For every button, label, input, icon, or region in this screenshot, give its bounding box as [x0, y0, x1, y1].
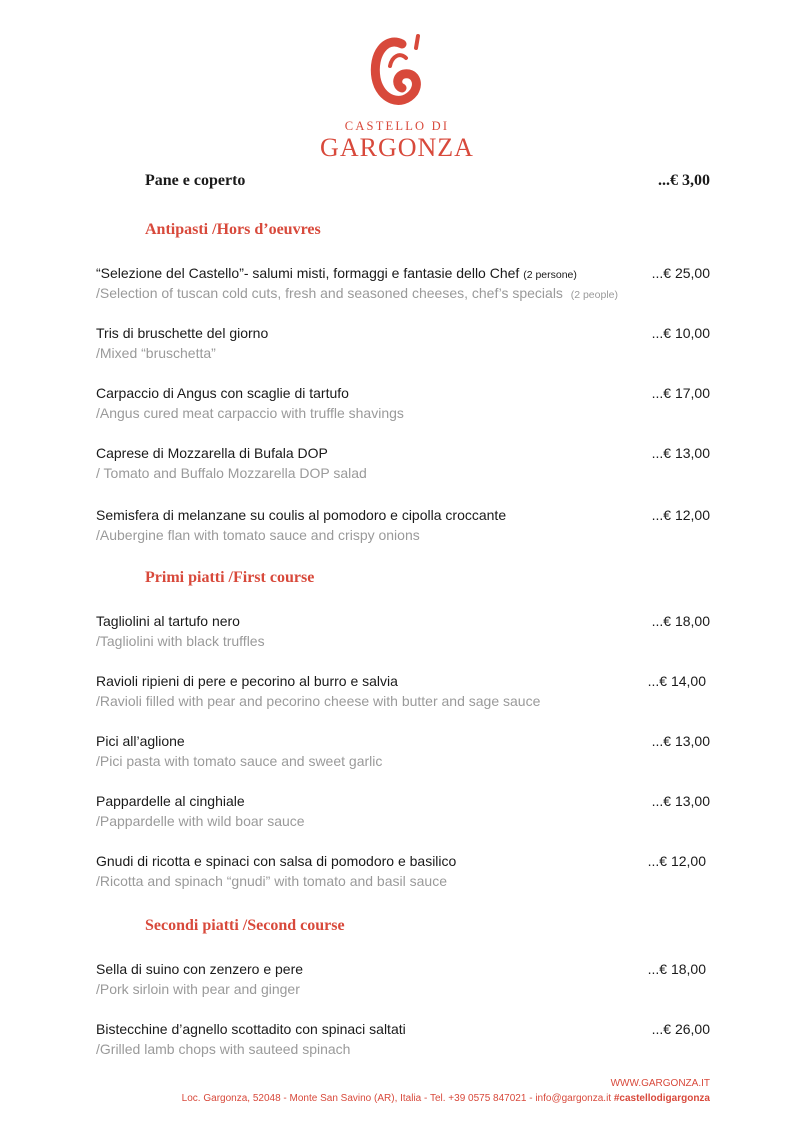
section-title-antipasti: Antipasti /Hors d’oeuvres: [145, 221, 321, 238]
item-name-en: /Ravioli filled with pear and pecorino cheese with butter and sage sauce: [96, 693, 541, 709]
item-name-it: Gnudi di ricotta e spinaci con salsa di pomodoro e basilico: [96, 853, 457, 869]
item-name-it: Pappardelle al cinghiale: [96, 793, 245, 809]
menu-item: [96, 673, 710, 709]
item-name-en: /Grilled lamb chops with sauteed spinach: [96, 1041, 351, 1057]
item-name-en: / Tomato and Buffalo Mozzarella DOP salad: [96, 465, 367, 481]
item-price: ...€ 18,00: [651, 613, 710, 629]
logo: [0, 30, 794, 162]
item-name-it: Carpaccio di Angus con scaglie di tartufo: [96, 385, 349, 401]
item-name-en: /Mixed “bruschetta”: [96, 345, 216, 361]
menu-item: [96, 733, 710, 769]
item-price: ...€ 14,00: [647, 673, 706, 689]
item-name-en: /Ricotta and spinach “gnudi” with tomato and basil sauce: [96, 873, 447, 889]
menu-item: [96, 265, 710, 301]
item-price: ...€ 26,00: [651, 1021, 710, 1037]
item-note-en: (2 people): [570, 289, 618, 301]
item-name-it: Tagliolini al tartufo nero: [96, 613, 240, 629]
item-price: ...€ 10,00: [651, 325, 710, 341]
cover-charge-row: [145, 172, 710, 190]
item-price: ...€ 13,00: [651, 733, 710, 749]
item-name-en: /Pici pasta with tomato sauce and sweet garlic: [96, 753, 383, 769]
item-name-it: Tris di bruschette del giorno: [96, 325, 269, 341]
item-name-en: /Angus cured meat carpaccio with truffle shavings: [96, 405, 404, 421]
item-name-en: /Tagliolini with black truffles: [96, 633, 265, 649]
item-note-it: (2 persone): [523, 269, 577, 281]
menu-item: [96, 1021, 710, 1057]
footer-website[interactable]: WWW.GARGONZA.IT: [610, 1078, 710, 1089]
item-name-it: Semisfera di melanzane su coulis al pomodoro e cipolla croccante: [96, 507, 507, 523]
brand-subtitle: CASTELLO DI: [344, 119, 450, 133]
menu-item: [96, 507, 710, 543]
item-price: ...€ 12,00: [647, 853, 706, 869]
item-price: ...€ 12,00: [651, 507, 710, 523]
cover-charge-price: ...€ 3,00: [658, 172, 710, 189]
item-name-en: /Pork sirloin with pear and ginger: [96, 981, 300, 997]
item-name-it: Pici all’aglione: [96, 733, 185, 749]
item-name-en: /Selection of tuscan cold cuts, fresh and seasoned cheeses, chef’s specials: [96, 285, 563, 301]
menu-item: [96, 793, 710, 829]
item-name-it: Sella di suino con zenzero e pere: [96, 961, 304, 977]
menu-item: [96, 853, 710, 889]
menu-item: [96, 961, 710, 997]
section-title-primi: Primi piatti /First course: [145, 569, 315, 586]
item-name-en: /Pappardelle with wild boar sauce: [96, 813, 305, 829]
menu-item: [96, 385, 710, 421]
menu-item: [96, 445, 710, 481]
cover-charge-label: Pane e coperto: [145, 172, 246, 189]
menu-item: [96, 325, 710, 361]
footer-address: Loc. Gargonza, 52048 - Monte San Savino (AR), Italia - Tel. +39 0575 847021 - info@gargonza.it: [181, 1093, 612, 1104]
gargonza-g-logo-icon: [362, 30, 432, 112]
item-name-en: /Aubergine flan with tomato sauce and crispy onions: [96, 527, 420, 543]
footer-hashtag: #castellodigargonza: [613, 1093, 710, 1104]
item-price: ...€ 13,00: [651, 793, 710, 809]
item-price: ...€ 17,00: [651, 385, 710, 401]
brand-title: GARGONZA: [320, 133, 474, 162]
item-name-it: Bistecchine d’agnello scottadito con spinaci saltati: [96, 1021, 406, 1037]
section-title-secondi: Secondi piatti /Second course: [145, 917, 345, 934]
footer-contact: [182, 1091, 710, 1106]
item-price: ...€ 18,00: [647, 961, 706, 977]
item-name-it: “Selezione del Castello”- salumi misti, formaggi e fantasie dello Chef: [96, 265, 520, 281]
menu-item: [96, 613, 710, 649]
item-name-it: Caprese di Mozzarella di Bufala DOP: [96, 445, 328, 461]
item-price: ...€ 13,00: [651, 445, 710, 461]
footer: [182, 1076, 710, 1106]
item-price: ...€ 25,00: [651, 265, 710, 281]
item-name-it: Ravioli ripieni di pere e pecorino al burro e salvia: [96, 673, 398, 689]
